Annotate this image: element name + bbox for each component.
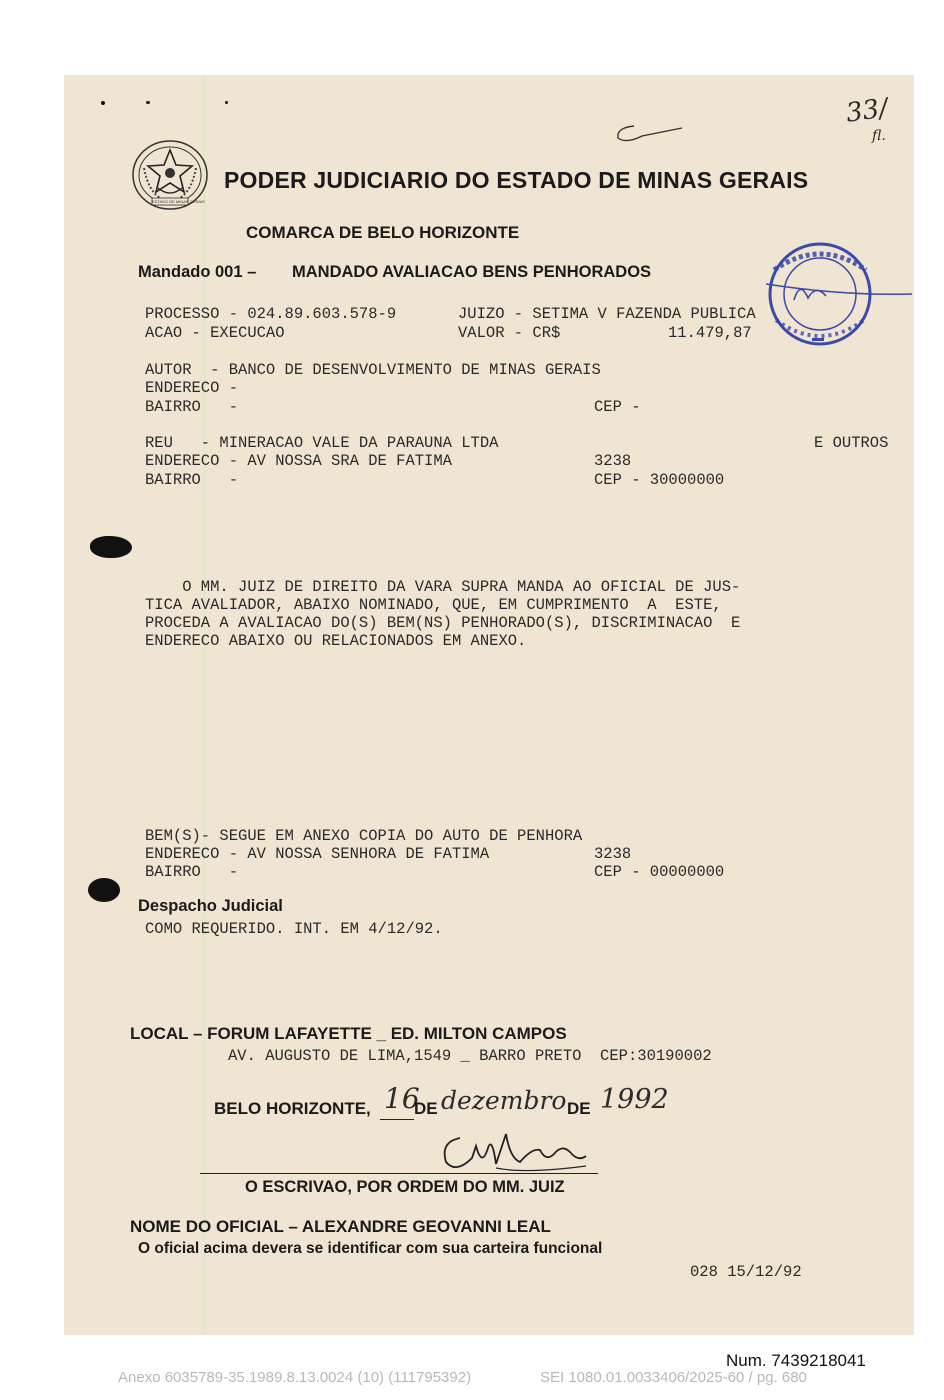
body-line: PROCEDA A AVALIACAO DO(S) BEM(NS) PENHORADO(S), DISCRIMINACAO E xyxy=(145,614,741,632)
oficial-note: O oficial acima devera se identificar com sua carteira funcional xyxy=(138,1240,603,1257)
handwritten-initial-mark xyxy=(608,118,688,148)
autor-bairro: BAIRRO - xyxy=(145,398,239,416)
page-number-sub-mark: fl. xyxy=(872,128,886,144)
bens-cep: CEP - 00000000 xyxy=(594,863,725,881)
acao-field: ACAO - EXECUCAO xyxy=(145,324,285,342)
date-de-label: DE xyxy=(567,1099,591,1118)
seal-caption: ESTADO DE MINAS GERAIS xyxy=(152,199,205,204)
body-line: O MM. JUIZ DE DIREITO DA VARA SUPRA MANDA AO OFICIAL DE JUS- xyxy=(145,578,741,596)
page-title: PODER JUDICIARIO DO ESTADO DE MINAS GERAIS xyxy=(224,167,809,193)
reu-endereco: ENDERECO - AV NOSSA SRA DE FATIMA xyxy=(145,452,452,470)
punch-hole-blot xyxy=(90,536,132,558)
date-day-handwritten: 16 xyxy=(384,1082,420,1115)
processo-number: PROCESSO - 024.89.603.578-9 xyxy=(145,305,397,323)
date-city: BELO HORIZONTE, xyxy=(214,1099,371,1118)
document-number: Num. 7439218041 xyxy=(726,1351,866,1370)
reu-field: REU - MINERACAO VALE DA PARAUNA LTDA xyxy=(145,434,499,452)
document-code: 028 15/12/92 xyxy=(690,1263,802,1281)
despacho-text: COMO REQUERIDO. INT. EM 4/12/92. xyxy=(145,920,443,938)
page-number-mark: 33/ xyxy=(844,93,890,129)
autor-endereco: ENDERECO - xyxy=(145,379,239,397)
sei-reference: SEI 1080.01.0033406/2025-60 / pg. 680 xyxy=(540,1369,807,1386)
bens-endereco: ENDERECO - AV NOSSA SENHORA DE FATIMA xyxy=(145,845,490,863)
reu-numero: 3238 xyxy=(594,452,632,470)
body-line: TICA AVALIADOR, ABAIXO NOMINADO, QUE, EM CUMPRIMENTO A ESTE, xyxy=(145,596,722,614)
reu-bairro: BAIRRO - xyxy=(145,471,239,489)
date-de-label: DE xyxy=(414,1099,438,1118)
date-year-handwritten: 1992 xyxy=(600,1084,669,1115)
bens-bairro: BAIRRO - xyxy=(145,863,239,881)
signature-line xyxy=(200,1173,598,1174)
local-line: LOCAL – FORUM LAFAYETTE _ ED. MILTON CAMPOS xyxy=(130,1024,567,1043)
local-address: AV. AUGUSTO DE LIMA,1549 _ BARRO PRETO CEP:30190002 xyxy=(228,1047,712,1065)
comarca-heading: COMARCA DE BELO HORIZONTE xyxy=(246,223,520,242)
mandado-title: MANDADO AVALIACAO BENS PENHORADOS xyxy=(292,263,652,281)
court-stamp-icon xyxy=(764,240,914,352)
date-day-underline xyxy=(380,1119,414,1120)
juizo-field: JUIZO - SETIMA V FAZENDA PUBLICA xyxy=(458,305,756,323)
bens-field: BEM(S)- SEGUE EM ANEXO COPIA DO AUTO DE PENHORA xyxy=(145,827,583,845)
bens-numero: 3238 xyxy=(594,845,632,863)
ink-speck xyxy=(101,101,105,105)
valor-amount: 11.479,87 xyxy=(668,324,752,342)
autor-field: AUTOR - BANCO DE DESENVOLVIMENTO DE MINAS GERAIS xyxy=(145,361,601,379)
signature-caption: O ESCRIVAO, POR ORDEM DO MM. JUIZ xyxy=(245,1178,565,1196)
mandado-label: Mandado 001 – xyxy=(138,263,257,281)
annex-reference: Anexo 6035789-35.1989.8.13.0024 (10) (111795392) xyxy=(118,1369,472,1386)
date-month-handwritten: dezembro xyxy=(441,1086,567,1115)
despacho-heading: Despacho Judicial xyxy=(138,897,283,915)
reu-outros: E OUTROS xyxy=(814,434,889,452)
ink-speck xyxy=(146,101,150,104)
body-line: ENDERECO ABAIXO OU RELACIONADOS EM ANEXO. xyxy=(145,632,527,650)
reu-cep: CEP - 30000000 xyxy=(594,471,725,489)
punch-hole-blot xyxy=(88,878,120,902)
oficial-name: NOME DO OFICIAL – ALEXANDRE GEOVANNI LEAL xyxy=(130,1217,551,1236)
autor-cep: CEP - xyxy=(594,398,641,416)
ink-speck xyxy=(225,101,228,104)
valor-label: VALOR - CR$ xyxy=(458,324,561,342)
